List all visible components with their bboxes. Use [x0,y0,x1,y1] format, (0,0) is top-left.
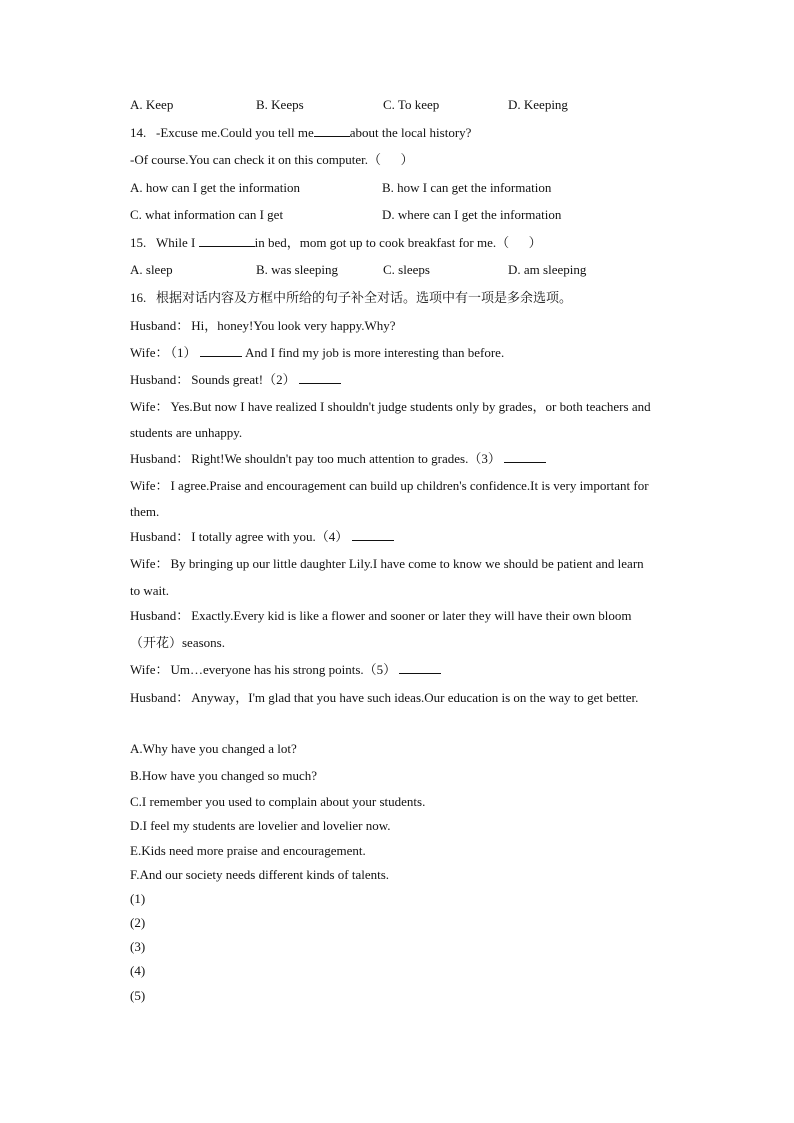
speaker-label: Wife： [130,399,169,414]
speaker-label: Husband： [130,529,190,544]
dialogue-text: Anyway，I'm glad that you have such ideas.Our education is on the way to get better. [191,690,639,705]
dialogue-line-9-cont: （开花）seasons. [130,635,225,650]
answer-label-2: (2) [130,915,146,930]
q15-stem-post: in bed，mom got up to cook breakfast for me.（ ） [254,235,542,250]
speaker-label: Husband： [130,451,190,466]
q13-option-b: B. Keeps [256,97,304,112]
dialogue-line-2 [130,345,504,361]
q15-option-c: C. sleeps [383,262,430,277]
choice-f: F.And our society needs different kinds of talents. [130,867,390,882]
blank-number: （1） [170,345,197,360]
speaker-label: Husband： [130,318,190,333]
q14-option-a: A. how can I get the information [130,180,301,195]
q14-stem-pre: 14. -Excuse me.Could you tell me [130,125,314,140]
answer-label-3: (3) [130,939,146,954]
choice-c: C.I remember you used to complain about your students. [130,794,426,809]
dialogue-line-6-cont: them. [130,504,160,519]
dialogue-text: And I find my job is more interesting than before. [244,345,505,360]
q15-option-d: D. am sleeping [508,262,587,277]
q14-line2: -Of course.You can check it on this computer.（ ） [130,152,414,167]
choice-d: D.I feel my students are lovelier and lovelier now. [130,818,391,833]
answer-blank-4 [352,529,394,541]
answer-blank-3 [504,451,546,463]
answer-label-4: (4) [130,963,146,978]
answer-label-5: (5) [130,988,146,1003]
dialogue-text: Hi，honey!You look very happy.Why? [191,318,396,333]
answer-blank-2 [299,372,341,384]
dialogue-text: Yes.But now I have realized I shouldn't judge students only by grades，or both teachers and [170,399,651,414]
dialogue-text: Um…everyone has his strong points.（5） [170,662,397,677]
speaker-label: Wife： [130,345,169,360]
dialogue-line-3 [130,372,341,388]
dialogue-text: Sounds great!（2） [191,372,296,387]
q13-option-c: C. To keep [383,97,440,112]
speaker-label: Wife： [130,662,169,677]
q14-stem [130,125,471,141]
dialogue-text: Exactly.Every kid is like a flower and sooner or later they will have their own bloom [191,608,632,623]
q15-option-a: A. sleep [130,262,173,277]
answer-blank-1 [200,345,242,357]
q15-stem-pre: 15. While I [130,235,196,250]
dialogue-line-10 [130,662,441,678]
dialogue-line-5 [130,451,546,467]
speaker-label: Husband： [130,608,190,623]
q13-option-a: A. Keep [130,97,174,112]
choice-a: A.Why have you changed a lot? [130,741,297,756]
speaker-label: Wife： [130,556,169,571]
dialogue-text: By bringing up our little daughter Lily.I have come to know we should be patient and learn [170,556,644,571]
q14-option-b: B. how I can get the information [382,180,552,195]
speaker-label: Husband： [130,372,190,387]
dialogue-line-8-cont: to wait. [130,583,169,598]
q15-stem [130,235,542,251]
answer-blank-5 [399,662,441,674]
q14-stem-post: about the local history? [349,125,472,140]
choice-b: B.How have you changed so much? [130,768,318,783]
q16-instruction: 16. 根据对话内容及方框中所给的句子补全对话。选项中有一项是多余选项。 [130,290,573,305]
dialogue-line-7 [130,529,394,545]
answer-label-1: (1) [130,891,146,906]
q13-option-d: D. Keeping [508,97,568,112]
speaker-label: Wife： [130,478,169,493]
dialogue-line-11 [130,690,638,706]
q14-option-c: C. what information can I get [130,207,284,222]
q14-option-d: D. where can I get the information [382,207,562,222]
q14-blank [314,125,350,137]
q15-blank [199,235,255,247]
dialogue-line-4-cont: students are unhappy. [130,425,243,440]
speaker-label: Husband： [130,690,190,705]
dialogue-line-8 [130,556,644,572]
dialogue-text: I agree.Praise and encouragement can build up children's confidence.It is very important for [170,478,649,493]
choice-e: E.Kids need more praise and encouragement. [130,843,366,858]
dialogue-text: Right!We shouldn't pay too much attention to grades.（3） [191,451,501,466]
dialogue-line-6 [130,478,649,494]
dialogue-line-4 [130,399,651,415]
dialogue-text: I totally agree with you.（4） [191,529,349,544]
dialogue-line-9 [130,608,632,624]
dialogue-line-1 [130,318,396,334]
q15-option-b: B. was sleeping [256,262,338,277]
